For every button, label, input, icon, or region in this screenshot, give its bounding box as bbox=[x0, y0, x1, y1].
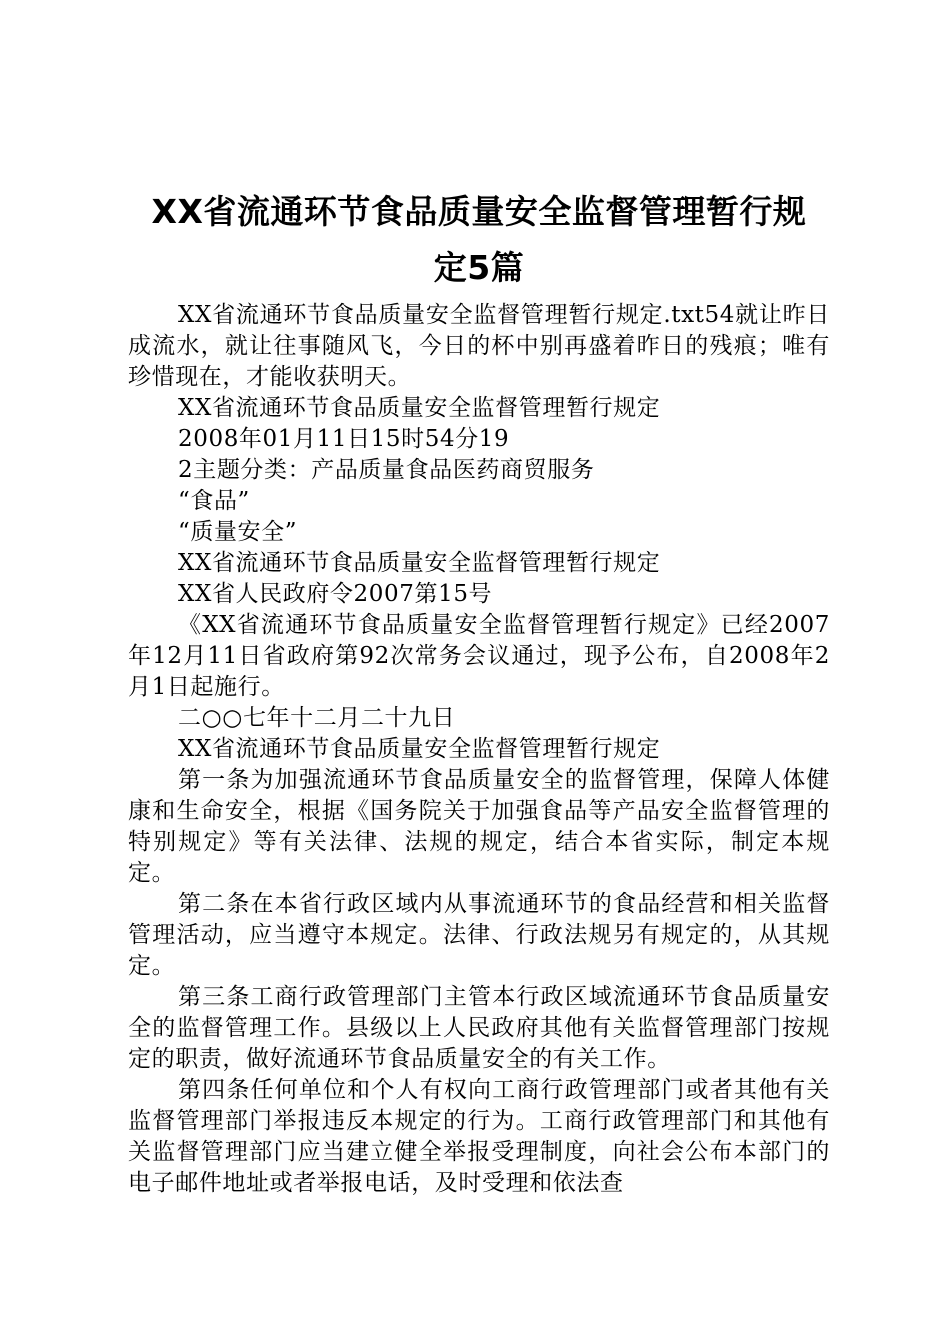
document-title bbox=[128, 184, 830, 296]
paragraph-article-1: 第一条为加强流通环节食品质量安全的监督管理，保障人体健康和生命安全，根据《国务院关于加强食品等产品安全监督管理的特别规定》等有关法律、法规的规定，结合本省实际，制定本规定。 bbox=[128, 767, 830, 886]
paragraph-date: 2008年01月11日15时54分19 bbox=[178, 426, 510, 452]
paragraph-announcement-date: 二○○七年十二月二十九日 bbox=[178, 705, 456, 731]
paragraph-intro: XX省流通环节食品质量安全监督管理暂行规定.txt54就让昨日成流水，就让往事随风飞，今日的杯中别再盛着昨日的残痕；唯有珍惜现在，才能收获明天。 bbox=[128, 302, 830, 390]
paragraph-keyword-food: “食品” bbox=[178, 488, 250, 514]
paragraph-article-3: 第三条工商行政管理部门主管本行政区域流通环节食品质量安全的监督管理工作。县级以上人民政府其他有关监督管理部门按规定的职责，做好流通环节食品质量安全的有关工作。 bbox=[128, 984, 830, 1072]
paragraph-announcement: 《XX省流通环节食品质量安全监督管理暂行规定》已经2007年12月11日省政府第92次常务会议通过，现予公布，自2008年2月1日起施行。 bbox=[128, 612, 830, 700]
paragraph-article-2: 第二条在本省行政区域内从事流通环节的食品经营和相关监督管理活动，应当遵守本规定。法律、行政法规另有规定的，从其规定。 bbox=[128, 891, 830, 979]
document-content bbox=[128, 300, 830, 1199]
paragraph-category: 2主题分类：产品质量食品医药商贸服务 bbox=[178, 457, 595, 483]
title-line-2: 定5篇 bbox=[433, 248, 525, 287]
document-body bbox=[128, 184, 830, 1199]
paragraph-regulation-title: XX省流通环节食品质量安全监督管理暂行规定 bbox=[178, 736, 661, 762]
paragraph-decree-number: XX省人民政府令2007第15号 bbox=[178, 581, 493, 607]
paragraph-heading-repeat: XX省流通环节食品质量安全监督管理暂行规定 bbox=[178, 550, 661, 576]
paragraph-keyword-safety: “质量安全” bbox=[178, 519, 298, 545]
paragraph-article-4: 第四条任何单位和个人有权向工商行政管理部门或者其他有关监督管理部门举报违反本规定的行为。工商行政管理部门和其他有关监督管理部门应当建立健全举报受理制度，向社会公布本部门的电子邮件地址或者举报电话，及时受理和依法查 bbox=[128, 1077, 830, 1196]
title-line-1: XX省流通环节食品质量安全监督管理暂行规 bbox=[151, 192, 807, 231]
paragraph-heading: XX省流通环节食品质量安全监督管理暂行规定 bbox=[178, 395, 661, 421]
